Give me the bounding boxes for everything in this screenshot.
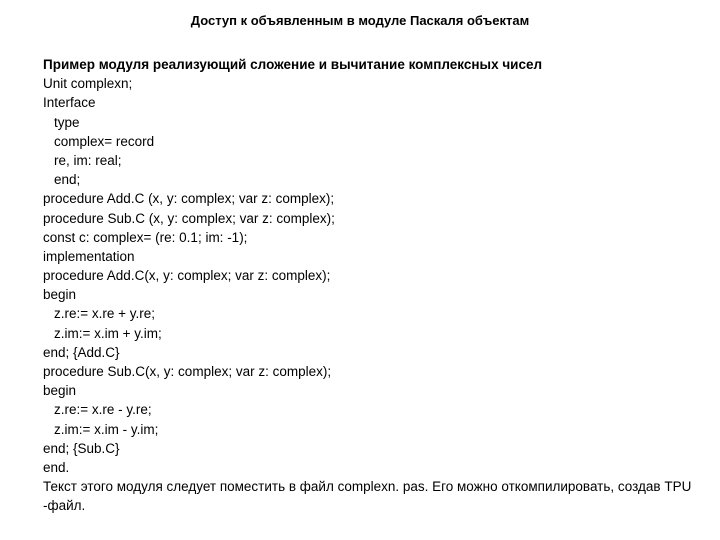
code-line: end; {Sub.C}: [43, 440, 120, 456]
code-line: procedure Sub.C (x, y: complex; var z: complex);: [43, 210, 335, 226]
code-line: re, im: real;: [54, 152, 122, 168]
code-line: Interface: [43, 95, 96, 111]
code-line: end.: [43, 459, 70, 475]
code-line: z.im:= x.im - y.im;: [54, 421, 159, 437]
code-line: procedure Add.C(x, y: complex; var z: complex);: [43, 268, 331, 284]
section-heading: Пример модуля реализующий сложение и вычитание комплексных чисел: [43, 57, 543, 72]
code-line: begin: [43, 383, 77, 399]
code-line: procedure Add.C (x, y: complex; var z: complex);: [43, 191, 335, 207]
code-line: z.re:= x.re - y.re;: [54, 402, 152, 418]
code-line: procedure Sub.C(x, y: complex; var z: complex);: [43, 364, 332, 379]
document-body: [43, 55, 703, 516]
code-line: end; {Add.C}: [43, 344, 120, 360]
footer-paragraph: Текст этого модуля следует поместить в файл complexn. pas. Его можно откомпилировать, создав TPU -файл.: [43, 479, 692, 514]
page-title: Доступ к объявленным в модуле Паскаля объектам: [190, 13, 530, 28]
code-line: end;: [54, 172, 81, 188]
code-line: complex= record: [54, 133, 155, 149]
code-line: z.im:= x.im + y.im;: [54, 325, 162, 341]
code-line: Unit complexn;: [43, 76, 133, 92]
code-line: implementation: [43, 248, 135, 264]
code-line: begin: [43, 287, 77, 303]
code-line: z.re:= x.re + y.re;: [54, 306, 156, 322]
code-line: type: [54, 114, 80, 130]
code-line: const c: complex= (re: 0.1; im: -1);: [43, 229, 248, 245]
